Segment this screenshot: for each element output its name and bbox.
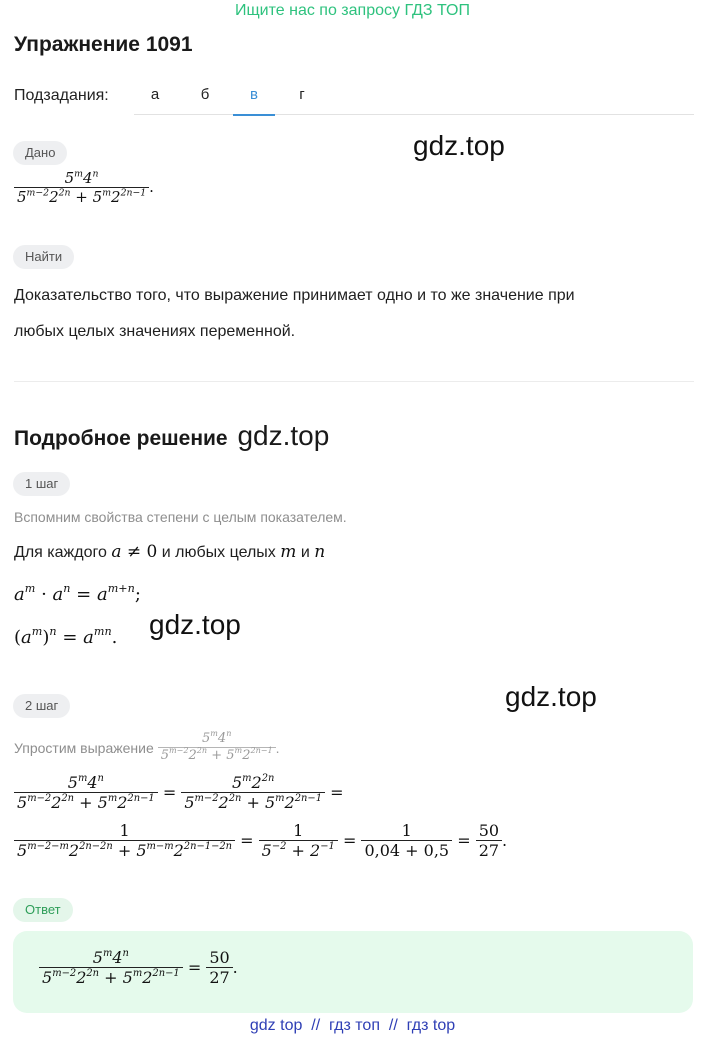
derivation-line-2: $\frac{1}{5^{m-2-m}2^{2n-2n} + 5^{m-m}2^{2n-1-2n}}$ = $\frac{1}{5^{-2} + 2^{-1}}$ = $\frac{1}{0,04 + 0,5}$ = $\frac{50}{27}$ . <box>14 822 507 861</box>
subtasks-label: Подзадания: <box>14 87 109 104</box>
tab-a[interactable]: а <box>150 86 160 103</box>
subtasks-bar <box>14 80 694 118</box>
footer-links[interactable]: gdz top // гдз топ // гдз top <box>249 1017 456 1034</box>
answer-box <box>13 931 693 1013</box>
find-text-line-1: Доказательство того, что выражение принимает одно и то же значение при <box>14 287 575 304</box>
top-banner: Ищите нас по запросу ГДЗ ТОП <box>235 2 470 19</box>
step-2-hint: Упростим выражение $\frac{5^m4^n}{5^{m-2}2^{2n} + 5^m2^{2n-1}}$ . <box>14 729 280 763</box>
tab-v[interactable]: в <box>233 80 275 116</box>
watermark: gdz.top <box>149 609 241 640</box>
step-2-badge: 2 шаг <box>13 694 70 718</box>
answer-badge: Ответ <box>13 898 73 922</box>
find-badge: Найти <box>13 245 74 269</box>
power-product-rule: $a^m \cdot a^n = a^{m+n}$; <box>14 581 141 605</box>
result-denominator: 27 <box>476 840 502 860</box>
section-divider <box>14 381 694 382</box>
page-title: Упражнение 1091 <box>14 33 193 56</box>
result-numerator: 50 <box>478 821 500 840</box>
solution-title: Подробное решение gdz.top <box>14 420 330 451</box>
watermark: gdz.top <box>505 681 597 712</box>
find-text-line-2: любых целых значениях переменной. <box>14 323 296 340</box>
step-1-badge: 1 шаг <box>13 472 70 496</box>
watermark: gdz.top <box>237 420 330 451</box>
step-1-condition: Для каждого a ≠ 0 и любых целых m и n <box>14 542 326 562</box>
step-1-hint: Вспомним свойства степени с целым показателем. <box>14 509 347 525</box>
given-expression: $\frac{5^m4^n}{5^{m-2}2^{2n} + 5^m2^{2n-1}}$ . <box>14 170 154 206</box>
tab-b[interactable]: б <box>200 86 210 103</box>
answer-denominator: 27 <box>206 967 232 987</box>
power-of-power-rule: $(a^m)^n = a^{mn}$. <box>14 624 118 648</box>
answer-numerator: 50 <box>209 948 230 967</box>
answer-expression: $\frac{5^m4^n}{5^{m-2}2^{2n} + 5^m2^{2n-1}}$ = $\frac{50}{27}$ . <box>39 949 238 988</box>
watermark: gdz.top <box>413 130 505 161</box>
derivation-line-1: $\frac{5^m4^n}{5^{m-2}2^{2n} + 5^m2^{2n-1}}$ = $\frac{5^m2^{2n}}{5^{m-2}2^{2n} + 5^m2^{2n-1}}$ = <box>14 774 344 813</box>
given-badge: Дано <box>13 141 67 165</box>
tab-g[interactable]: г <box>299 86 305 103</box>
